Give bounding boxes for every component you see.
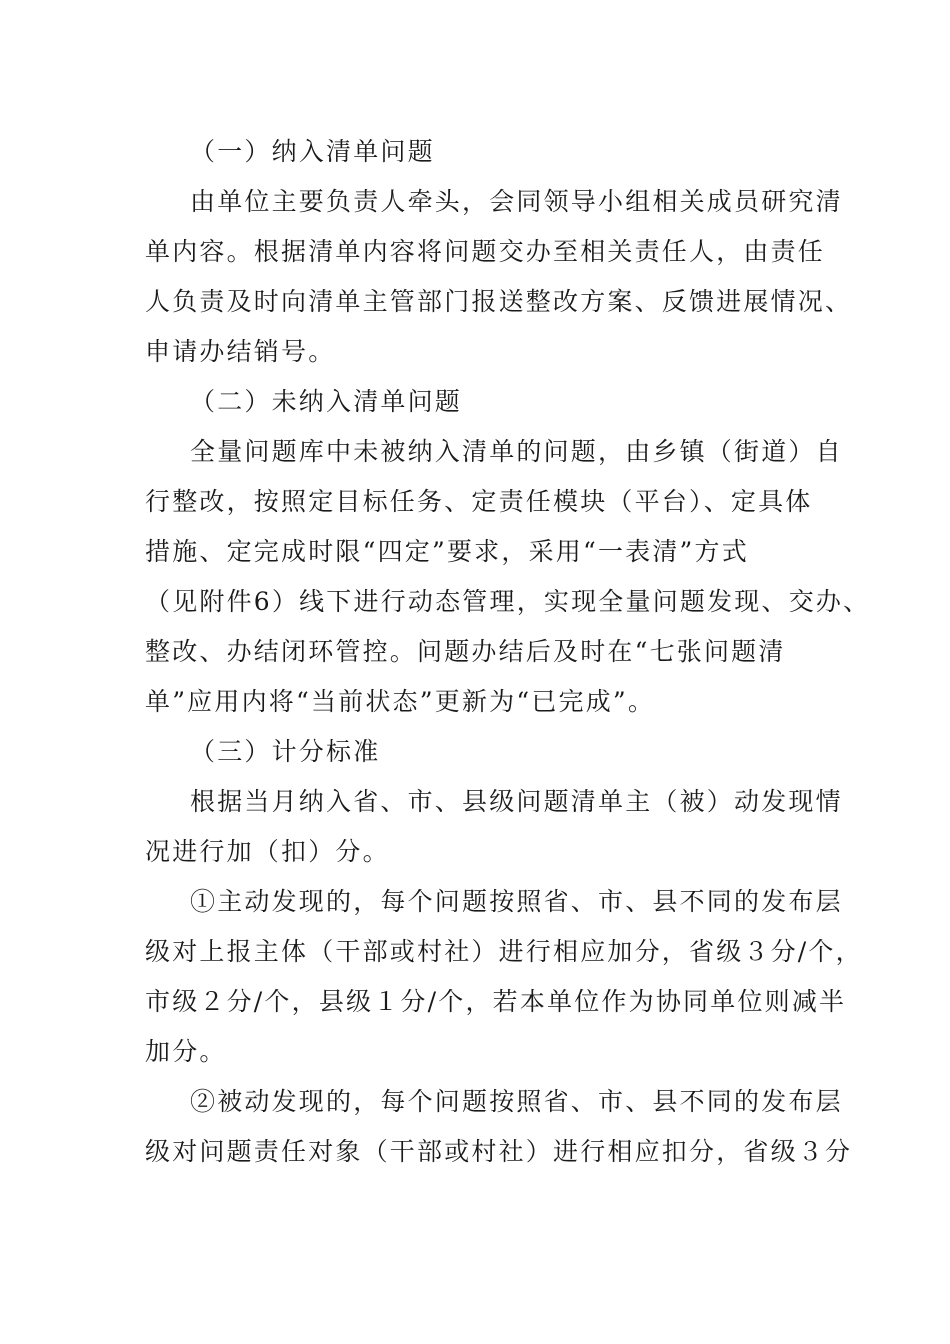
paragraph-line: ②被动发现的，每个问题按照省、市、县不同的发布层 <box>190 1087 843 1116</box>
paragraph-line: 措施、定完成时限“四定”要求，采用“一表清”方式 <box>145 537 749 566</box>
paragraph-line: 根据当月纳入省、市、县级问题清单主（被）动发现情 <box>190 787 843 816</box>
paragraph-line: 级对问题责任对象（干部或村社）进行相应扣分，省级３分 <box>145 1137 853 1166</box>
paragraph-line: 加分。 <box>145 1037 227 1066</box>
paragraph-line: （见附件6）线下进行动态管理，实现全量问题发现、交办、 <box>145 587 871 616</box>
paragraph-line: 整改、办结闭环管控。问题办结后及时在“七张问题清 <box>145 637 786 666</box>
paragraph-line: 行整改，按照定目标任务、定责任模块（平台）、定具体 <box>145 487 813 516</box>
paragraph-line: 人负责及时向清单主管部门报送整改方案、反馈进展情况、 <box>145 287 853 316</box>
paragraph-line: 单”应用内将“当前状态”更新为“已完成”。 <box>145 687 656 716</box>
section-heading-1: （一）纳入清单问题 <box>190 137 435 166</box>
paragraph-line: 由单位主要负责人牵头，会同领导小组相关成员研究清 <box>190 187 843 216</box>
paragraph-line: 申请办结销号。 <box>145 337 336 366</box>
paragraph-line: 级对上报主体（干部或村社）进行相应加分，省级３分/个， <box>145 937 863 966</box>
section-heading-3: （三）计分标准 <box>190 737 381 766</box>
paragraph-line: ①主动发现的，每个问题按照省、市、县不同的发布层 <box>190 887 843 916</box>
paragraph-line: 单内容。根据清单内容将问题交办至相关责任人，由责任 <box>145 237 826 266</box>
paragraph-line: 况进行加（扣）分。 <box>145 837 390 866</box>
paragraph-line: 全量问题库中未被纳入清单的问题，由乡镇（街道）自 <box>190 437 843 466</box>
section-heading-2: （二）未纳入清单问题 <box>190 387 463 416</box>
paragraph-line: 市级２分/个，县级１分/个，若本单位作为协同单位则减半 <box>145 987 847 1016</box>
